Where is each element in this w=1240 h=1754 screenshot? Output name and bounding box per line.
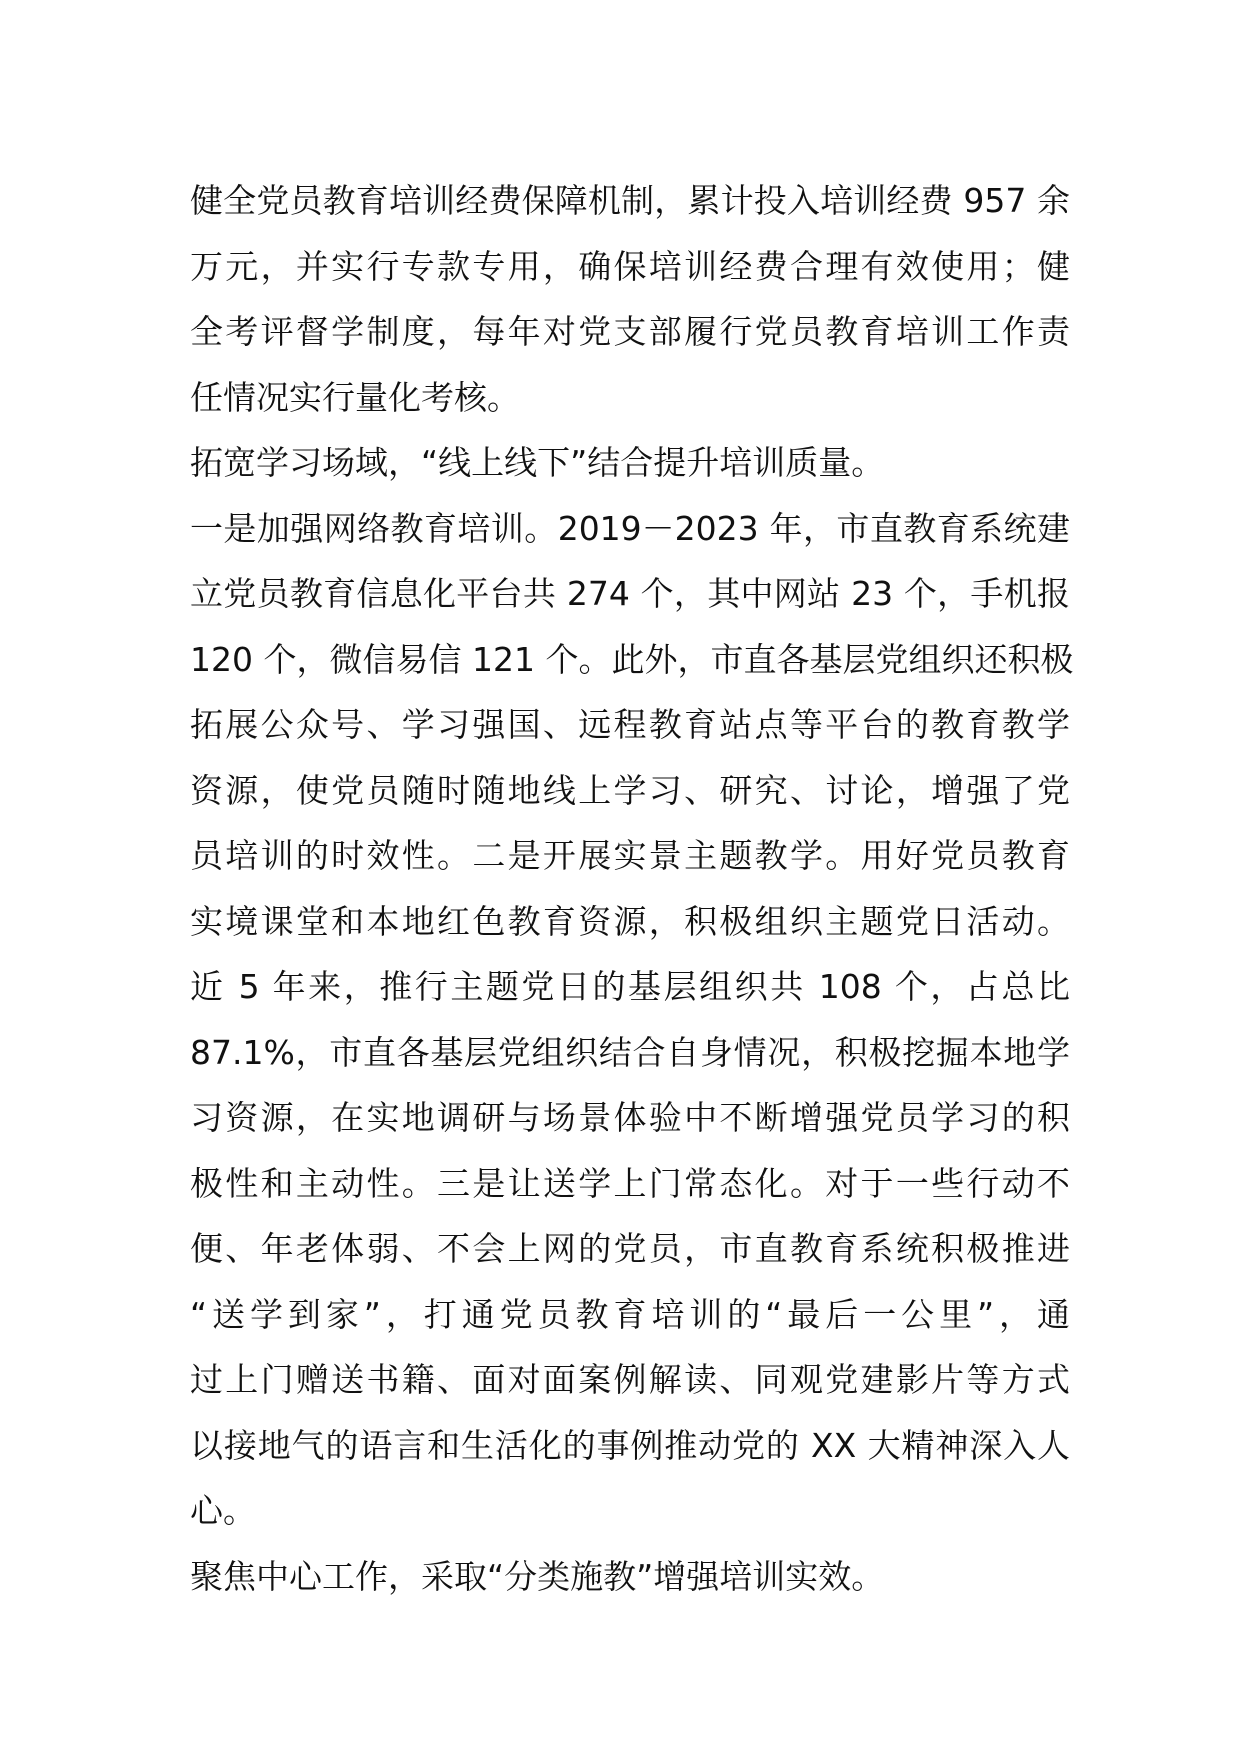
text-line: 健全党员教育培训经费保障机制，累计投入培训经费 957 余 [190,181,1070,220]
text-line: 习资源，在实地调研与场景体验中不断增强党员学习的积 [190,1098,1070,1137]
text-line: 以接地气的语言和生活化的事例推动党的 XX 大精神深入人 [190,1425,1070,1465]
text-line: 一是加强网络教育培训。2019－2023 年，市直教育系统建 [190,508,1070,548]
text-line: 近 5 年来，推行主题党日的基层组织共 108 个，占总比 [190,967,1070,1006]
text-line: 心。 [190,1491,256,1530]
body-text [190,168,1074,1609]
text-line: 120 个，微信易信 121 个。此外，市直各基层党组织还积极 [190,639,1074,679]
text-line: “送学到家”，打通党员教育培训的“最后一公里”，通 [190,1294,1070,1334]
section-heading: 聚焦中心工作，采取“分类施教”增强培训实效。 [190,1556,885,1596]
text-line: 万元，并实行专款专用，确保培训经费合理有效使用；健 [190,246,1070,286]
text-line: 全考评督学制度，每年对党支部履行党员教育培训工作责 [190,312,1070,351]
text-line: 拓展公众号、学习强国、远程教育站点等平台的教育教学 [190,705,1070,744]
text-line: 资源，使党员随时随地线上学习、研究、讨论，增强了党 [190,770,1070,810]
text-line: 实境课堂和本地红色教育资源，积极组织主题党日活动。 [190,901,1070,941]
text-line: 任情况实行量化考核。 [190,377,520,417]
text-line: 便、年老体弱、不会上网的党员，市直教育系统积极推进 [190,1229,1070,1268]
text-line: 过上门赠送书籍、面对面案例解读、同观党建影片等方式 [190,1360,1070,1399]
text-line: 立党员教育信息化平台共 274 个，其中网站 23 个，手机报 [190,574,1070,613]
text-line: 极性和主动性。三是让送学上门常态化。对于一些行动不 [190,1163,1070,1203]
text-line: 87.1%，市直各基层党组织结合自身情况，积极挖掘本地学 [190,1032,1070,1072]
text-line: 员培训的时效性。二是开展实景主题教学。用好党员教育 [190,836,1070,875]
section-heading: 拓宽学习场域，“线上线下”结合提升培训质量。 [190,443,885,482]
